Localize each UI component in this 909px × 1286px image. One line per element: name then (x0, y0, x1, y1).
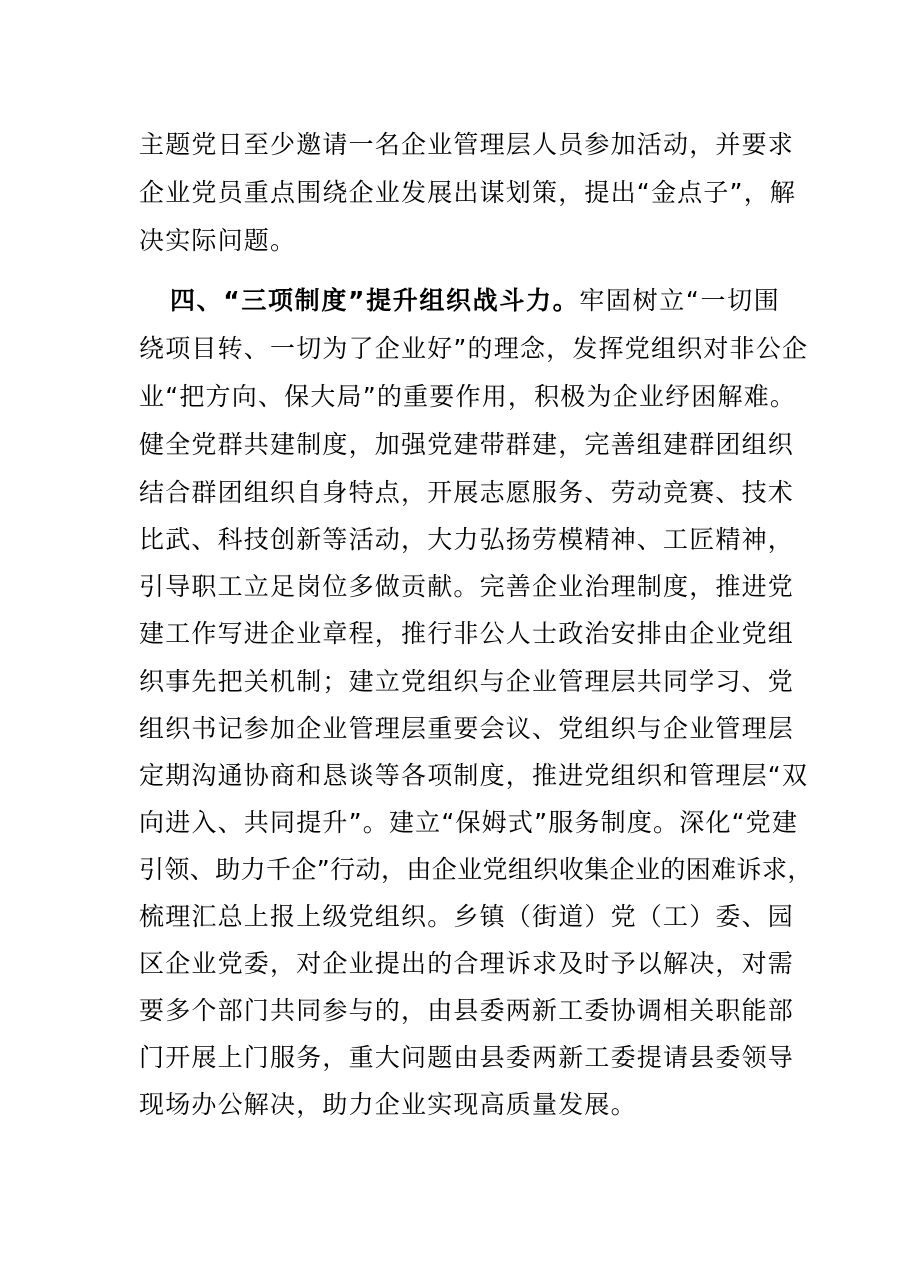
section-heading-line (170, 284, 780, 318)
text-line: 比武、科技创新等活动，大力弘扬劳模精神、工匠精神， (139, 525, 795, 554)
heading-line-text: 牢固树立“一切围 (579, 286, 780, 315)
text-line: 健全党群共建制度，加强党建带群建，完善组建群团组织 (139, 430, 795, 459)
section-heading: 四、“三项制度”提升组织战斗力。 (170, 286, 580, 315)
text-line: 业“把方向、保大局”的重要作用，积极为企业纾困解难。 (139, 382, 797, 411)
text-line: 现场办公解决，助力企业实现高质量发展。 (139, 1090, 637, 1119)
text-line: 向进入、共同提升”。建立“保姆式”服务制度。深化“党建 (139, 808, 799, 837)
text-line: 定期沟通协商和恳谈等各项制度，推进党组织和管理层“双 (139, 761, 809, 790)
text-line: 建工作写进企业章程，推行非公人士政治安排由企业党组 (139, 619, 795, 648)
text-line: 决实际问题。 (139, 226, 297, 255)
text-line: 引导职工立足岗位多做贡献。完善企业治理制度，推进党 (139, 572, 795, 601)
text-line: 梳理汇总上报上级党组织。乡镇（街道）党（工）委、园 (139, 902, 795, 931)
text-line: 结合群团组织自身特点，开展志愿服务、劳动竞赛、技术 (139, 478, 795, 507)
text-line: 绕项目转、一切为了企业好”的理念，发挥党组织对非公企 (139, 334, 809, 363)
text-line: 主题党日至少邀请一名企业管理层人员参加活动，并要求 (139, 130, 795, 159)
text-line: 区企业党委，对企业提出的合理诉求及时予以解决，对需 (139, 949, 795, 978)
text-line: 门开展上门服务，重大问题由县委两新工委提请县委领导 (139, 1043, 795, 1072)
text-line: 组织书记参加企业管理层重要会议、党组织与企业管理层 (139, 714, 795, 743)
text-line: 企业党员重点围绕企业发展出谋划策，提出“金点子”，解 (139, 178, 797, 207)
text-line: 引领、助力千企”行动，由企业党组织收集企业的困难诉求， (139, 855, 813, 884)
text-line: 织事先把关机制；建立党组织与企业管理层共同学习、党 (139, 667, 795, 696)
text-line: 要多个部门共同参与的，由县委两新工委协调相关职能部 (139, 996, 795, 1025)
